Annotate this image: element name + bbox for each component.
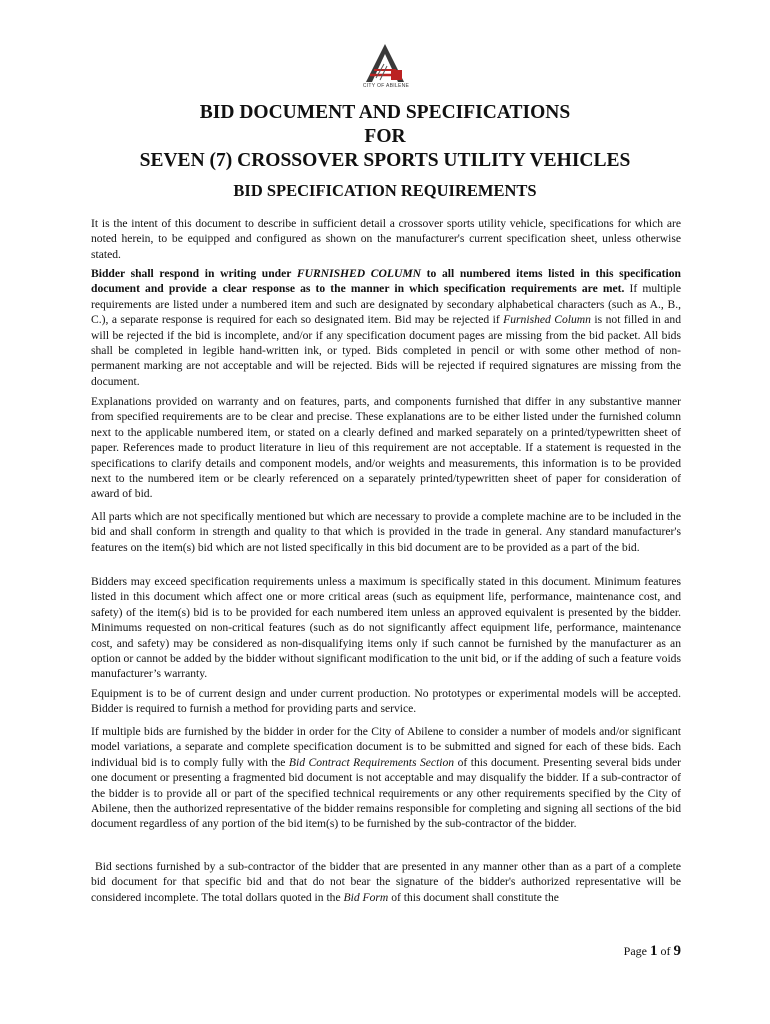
body-text: Bid sections furnished by a sub-contractor of the bidder that are presented in any manner other than as a part of a complete bid document for that specific bid and that do not bear the signature of the bidder's authorized representative will be considered incomplete. The total dollars quoted in the [91, 860, 681, 904]
page-number [624, 943, 681, 960]
paragraph-bidder-response [91, 266, 681, 389]
paragraph-sub-contractor [91, 859, 681, 905]
doc-title-line-3: SEVEN (7) CROSSOVER SPORTS UTILITY VEHICLES [139, 150, 631, 171]
paragraph-current-design: Equipment is to be of current design and under current production. No prototypes or experimental models will be accepted. Bidder is required to furnish a method for providing parts and service. [91, 687, 681, 716]
body-text: If multiple requirements are listed under a numbered item and such are designated by secondary alphabetical characters (such as A., B., C.), a separate response is required for each so designated item. Bid may be rejected if [91, 282, 681, 327]
logo-caption: CITY OF ABILENE [362, 83, 410, 89]
paragraph-intent: It is the intent of this document to describe in sufficient detail a crossover sports utility vehicle, specifications for which are noted herein, to be equipped and configured as shown on the manufacturer's current specification sheet, unless otherwise stated. [91, 217, 681, 261]
page-label: Page [623, 944, 647, 958]
body-text: If multiple bids are furnished by the bidder in order for the City of Abilene to consider a number of models and/or significant model variations, a separate and complete specification document is to be submitted and signed for each of these bids. Each individual bid is to comply fully with the [91, 725, 681, 769]
bold-text: to all numbered items listed in this specification document and provide a clear response as to the manner in which specification requirements are met. [91, 267, 682, 296]
bold-text: Bidder shall respond in writing under [91, 267, 297, 280]
paragraph-exceed-requirements: Bidders may exceed specification requirements unless a maximum is specifically stated in this document. Minimum features listed in this document which affect one or more critical areas (such as equipment life, performance, maintenance cost, and safety) of the item(s) bid is to be provided for each numbered item unless an approved equivalent is presented by the bidder. Minimums requested on non-critical features (such as do not significantly affect equipment life, performance, maintenance cost, and safety) may be considered as non-disqualifying items only if such cannot be furnished by the manufacturer as an option or cannot be added by the bidder without significant modification to the unit bid, or if the adding of such a feature voids manufacturer’s warranty. [91, 575, 681, 681]
doc-title-line-1: BID DOCUMENT AND SPECIFICATIONS [199, 102, 571, 123]
paragraph-explanations: Explanations provided on warranty and on features, parts, and components furnished that differ in any substantive manner from specified requirements are to be clear and precise. These explanations are to be either listed under the furnished column next to the applicable numbered item, or stated on a clearly defined and marked separately on a printed/typewritten sheet of paper. References made to product literature in lieu of this requirement are not acceptable. If a statement is requested in the specifications to clarify details and component models, and/or weights and measurements, this information is to be provided next to the numbered item or be clearly referenced on a separately printed/typewritten sheet of paper for consideration of award of bid. [91, 395, 681, 501]
page-current: 1 [650, 943, 658, 959]
page-of: of [660, 944, 671, 958]
body-text: is not filled in and will be rejected if the bid is incomplete, and/or if any specification document pages are missing from the bid packet. All bids shall be completed in legible hand-written ink, or typed. Bids completed in pencil or with some other method of non-permanent marking are not acceptable and will be rejected. Bids will be rejected if required signatures are missing from the document. [91, 313, 681, 388]
page-total: 9 [673, 943, 681, 959]
body-text: of this document shall constitute the [388, 890, 559, 904]
logo-emblem-icon [362, 44, 408, 84]
italic-text: Furnished Column [503, 313, 591, 327]
body-text: of this document. Presenting several bids under one document or presenting a fragmented bid document is not acceptable and may disqualify the bidder. If a sub-contractor of the bidder is to provide all or part of the specified technical requirements or any other requirements specified by the City of Abilene, then the authorized representative of the bidder remains responsible for completing and signing all sections of the bid document regardless of any portion of the bid item(s) to be furnished by the sub-contractor of the bidder. [91, 755, 682, 831]
italic-text: Bid Contract Requirements Section [288, 755, 455, 769]
italic-text: Bid Form [343, 890, 389, 904]
bold-italic-text: FURNISHED COLUMN [296, 267, 422, 280]
paragraph-multiple-bids [91, 724, 681, 832]
paragraph-all-parts: All parts which are not specifically mentioned but which are necessary to provide a complete machine are to be included in the bid and shall conform in strength and quality to that which is provided in the trade in general. Any standard manufacturer's features on the item(s) bid which are not listed specifically in this bid document are to be provided as a part of the bid. [91, 510, 681, 554]
doc-title-line-2: FOR [364, 126, 406, 147]
section-heading: BID SPECIFICATION REQUIREMENTS [233, 181, 537, 200]
